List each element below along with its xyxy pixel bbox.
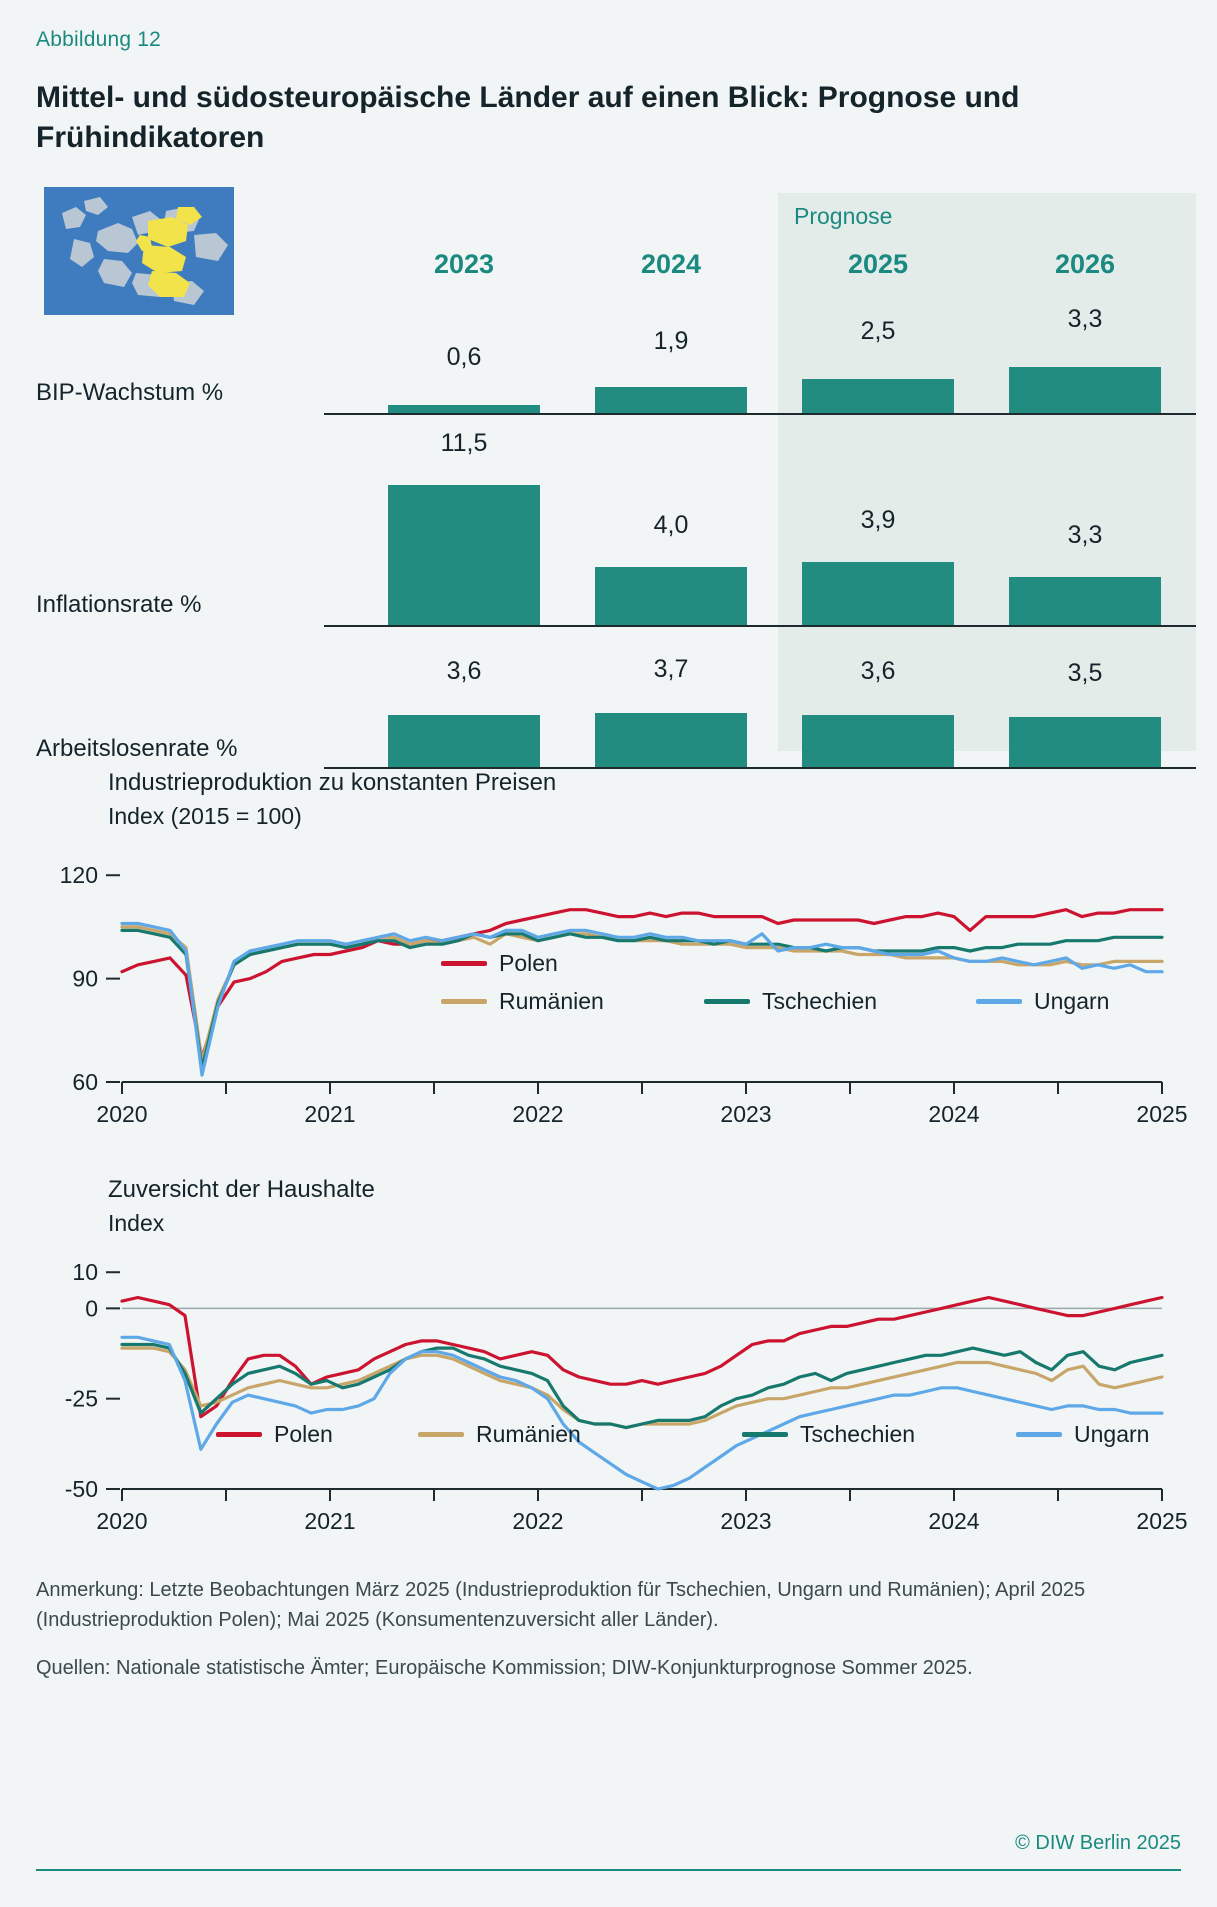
svg-text:2023: 2023 bbox=[720, 1508, 772, 1535]
svg-text:2022: 2022 bbox=[512, 1508, 564, 1535]
chart1-title: Industrieproduktion zu konstanten Preisen bbox=[108, 769, 557, 797]
bar-value-bip-2025: 2,5 bbox=[860, 317, 896, 346]
legend2-label-tschechien: Tschechien bbox=[800, 1421, 916, 1448]
chart1-legend-ungarn bbox=[976, 983, 1109, 1015]
svg-text:2021: 2021 bbox=[304, 1508, 356, 1535]
chart2-plot bbox=[36, 1249, 1196, 1549]
legend2-swatch-ungarn bbox=[1016, 1432, 1062, 1437]
svg-text:2022: 2022 bbox=[512, 1101, 564, 1128]
legend2-swatch-tschechien bbox=[742, 1432, 788, 1437]
bar-unemployment-2026 bbox=[1009, 717, 1161, 767]
bar-value-inflation-2025: 3,9 bbox=[860, 506, 896, 535]
svg-text:-50: -50 bbox=[64, 1476, 98, 1503]
legend-label-rumaenien: Rumänien bbox=[499, 988, 604, 1015]
chart-industrial-production bbox=[36, 769, 1196, 1142]
indicator-label-unemployment: Arbeitslosenrate % bbox=[36, 735, 238, 763]
forecast-label: Prognose bbox=[794, 203, 893, 230]
legend-swatch-rumaenien bbox=[441, 999, 487, 1004]
bar-inflation-2023 bbox=[388, 485, 540, 625]
svg-text:2021: 2021 bbox=[304, 1101, 356, 1128]
indicator-row-unemployment bbox=[36, 647, 1186, 767]
indicator-label-bip: BIP-Wachstum % bbox=[36, 379, 224, 407]
legend-swatch-ungarn bbox=[976, 999, 1022, 1004]
chart2-title: Zuversicht der Haushalte bbox=[108, 1176, 375, 1204]
bar-value-bip-2024: 1,9 bbox=[653, 327, 689, 356]
chart1-legend-polen bbox=[441, 945, 558, 977]
legend2-label-ungarn: Ungarn bbox=[1074, 1421, 1150, 1448]
bar-inflation-2026 bbox=[1009, 577, 1161, 625]
bar-value-unemployment-2025: 3,6 bbox=[860, 657, 896, 686]
svg-text:90: 90 bbox=[72, 965, 98, 992]
svg-text:2025: 2025 bbox=[1136, 1508, 1188, 1535]
bar-value-bip-2023: 0,6 bbox=[446, 343, 482, 372]
svg-text:2020: 2020 bbox=[96, 1508, 148, 1535]
svg-text:2025: 2025 bbox=[1136, 1101, 1188, 1128]
axis-line-bip bbox=[324, 413, 1196, 415]
svg-text:120: 120 bbox=[59, 862, 98, 889]
legend-label-polen: Polen bbox=[499, 950, 558, 977]
page-title: Mittel- und südosteuropäische Länder auf einen Blick: Prognose und Frühindikatoren bbox=[36, 81, 1020, 154]
bar-bip-2026 bbox=[1009, 367, 1161, 413]
chart2-subtitle: Index bbox=[108, 1210, 165, 1237]
chart2-legend-polen bbox=[216, 1416, 333, 1448]
bar-value-bip-2026: 3,3 bbox=[1067, 305, 1103, 334]
bar-inflation-2025 bbox=[802, 562, 954, 625]
chart1-legend-rumaenien bbox=[441, 983, 604, 1015]
indicator-row-bip bbox=[36, 295, 1186, 415]
bar-unemployment-2023 bbox=[388, 715, 540, 767]
bar-value-inflation-2023: 11,5 bbox=[440, 429, 488, 458]
svg-text:2024: 2024 bbox=[928, 1508, 980, 1535]
bar-bip-2025 bbox=[802, 379, 954, 413]
indicator-block bbox=[36, 187, 1186, 763]
bar-value-unemployment-2026: 3,5 bbox=[1067, 659, 1103, 688]
copyright-text: © DIW Berlin 2025 bbox=[1015, 1832, 1181, 1854]
svg-text:60: 60 bbox=[72, 1069, 98, 1096]
legend-swatch-tschechien bbox=[704, 999, 750, 1004]
bar-inflation-2024 bbox=[595, 567, 747, 625]
footer-divider bbox=[36, 1869, 1181, 1871]
legend2-label-polen: Polen bbox=[274, 1421, 333, 1448]
chart1-legend-tschechien bbox=[704, 983, 877, 1015]
legend-label-ungarn: Ungarn bbox=[1034, 988, 1110, 1015]
axis-line-inflation bbox=[324, 625, 1196, 627]
indicator-label-inflation: Inflationsrate % bbox=[36, 591, 202, 619]
note-text: Anmerkung: Letzte Beobachtungen März 2025 (Industrieproduktion für Tschechien, Ungarn und Rumänien); April 2025 (Industrieproduktion Polen); Mai 2025 (Konsumentenzuversicht aller Länder). bbox=[36, 1579, 1086, 1632]
legend2-swatch-rumaenien bbox=[418, 1432, 464, 1437]
svg-text:10: 10 bbox=[72, 1259, 98, 1286]
svg-text:-25: -25 bbox=[64, 1385, 98, 1412]
bar-unemployment-2025 bbox=[802, 715, 954, 767]
chart2-legend-tschechien bbox=[742, 1416, 915, 1448]
bar-value-inflation-2024: 4,0 bbox=[653, 511, 689, 540]
legend-swatch-polen bbox=[441, 961, 487, 966]
legend2-label-rumaenien: Rumänien bbox=[476, 1421, 581, 1448]
sources-text: Quellen: Nationale statistische Ämter; Europäische Kommission; DIW-Konjunkturprognose Sommer 2025. bbox=[36, 1657, 973, 1680]
chart1-subtitle: Index (2015 = 100) bbox=[108, 803, 302, 830]
svg-text:2023: 2023 bbox=[720, 1101, 772, 1128]
legend2-swatch-polen bbox=[216, 1432, 262, 1437]
chart-household-confidence bbox=[36, 1176, 1196, 1549]
svg-text:2020: 2020 bbox=[96, 1101, 148, 1128]
svg-text:2024: 2024 bbox=[928, 1101, 980, 1128]
chart2-legend-rumaenien bbox=[418, 1416, 581, 1448]
bar-value-inflation-2026: 3,3 bbox=[1067, 521, 1103, 550]
bar-bip-2024 bbox=[595, 387, 747, 413]
year-header-2025: 2025 bbox=[847, 249, 909, 280]
year-header-2023: 2023 bbox=[433, 249, 495, 280]
indicator-row-inflation bbox=[36, 429, 1186, 633]
chart2-legend-ungarn bbox=[1016, 1416, 1149, 1448]
year-header-2024: 2024 bbox=[640, 249, 702, 280]
bar-value-unemployment-2023: 3,6 bbox=[446, 657, 482, 686]
figure-label: Abbildung 12 bbox=[36, 28, 162, 51]
year-header-2026: 2026 bbox=[1054, 249, 1116, 280]
bar-value-unemployment-2024: 3,7 bbox=[653, 655, 689, 684]
svg-text:0: 0 bbox=[85, 1295, 98, 1322]
bar-bip-2023 bbox=[388, 405, 540, 413]
bar-unemployment-2024 bbox=[595, 713, 747, 767]
legend-label-tschechien: Tschechien bbox=[762, 988, 878, 1015]
